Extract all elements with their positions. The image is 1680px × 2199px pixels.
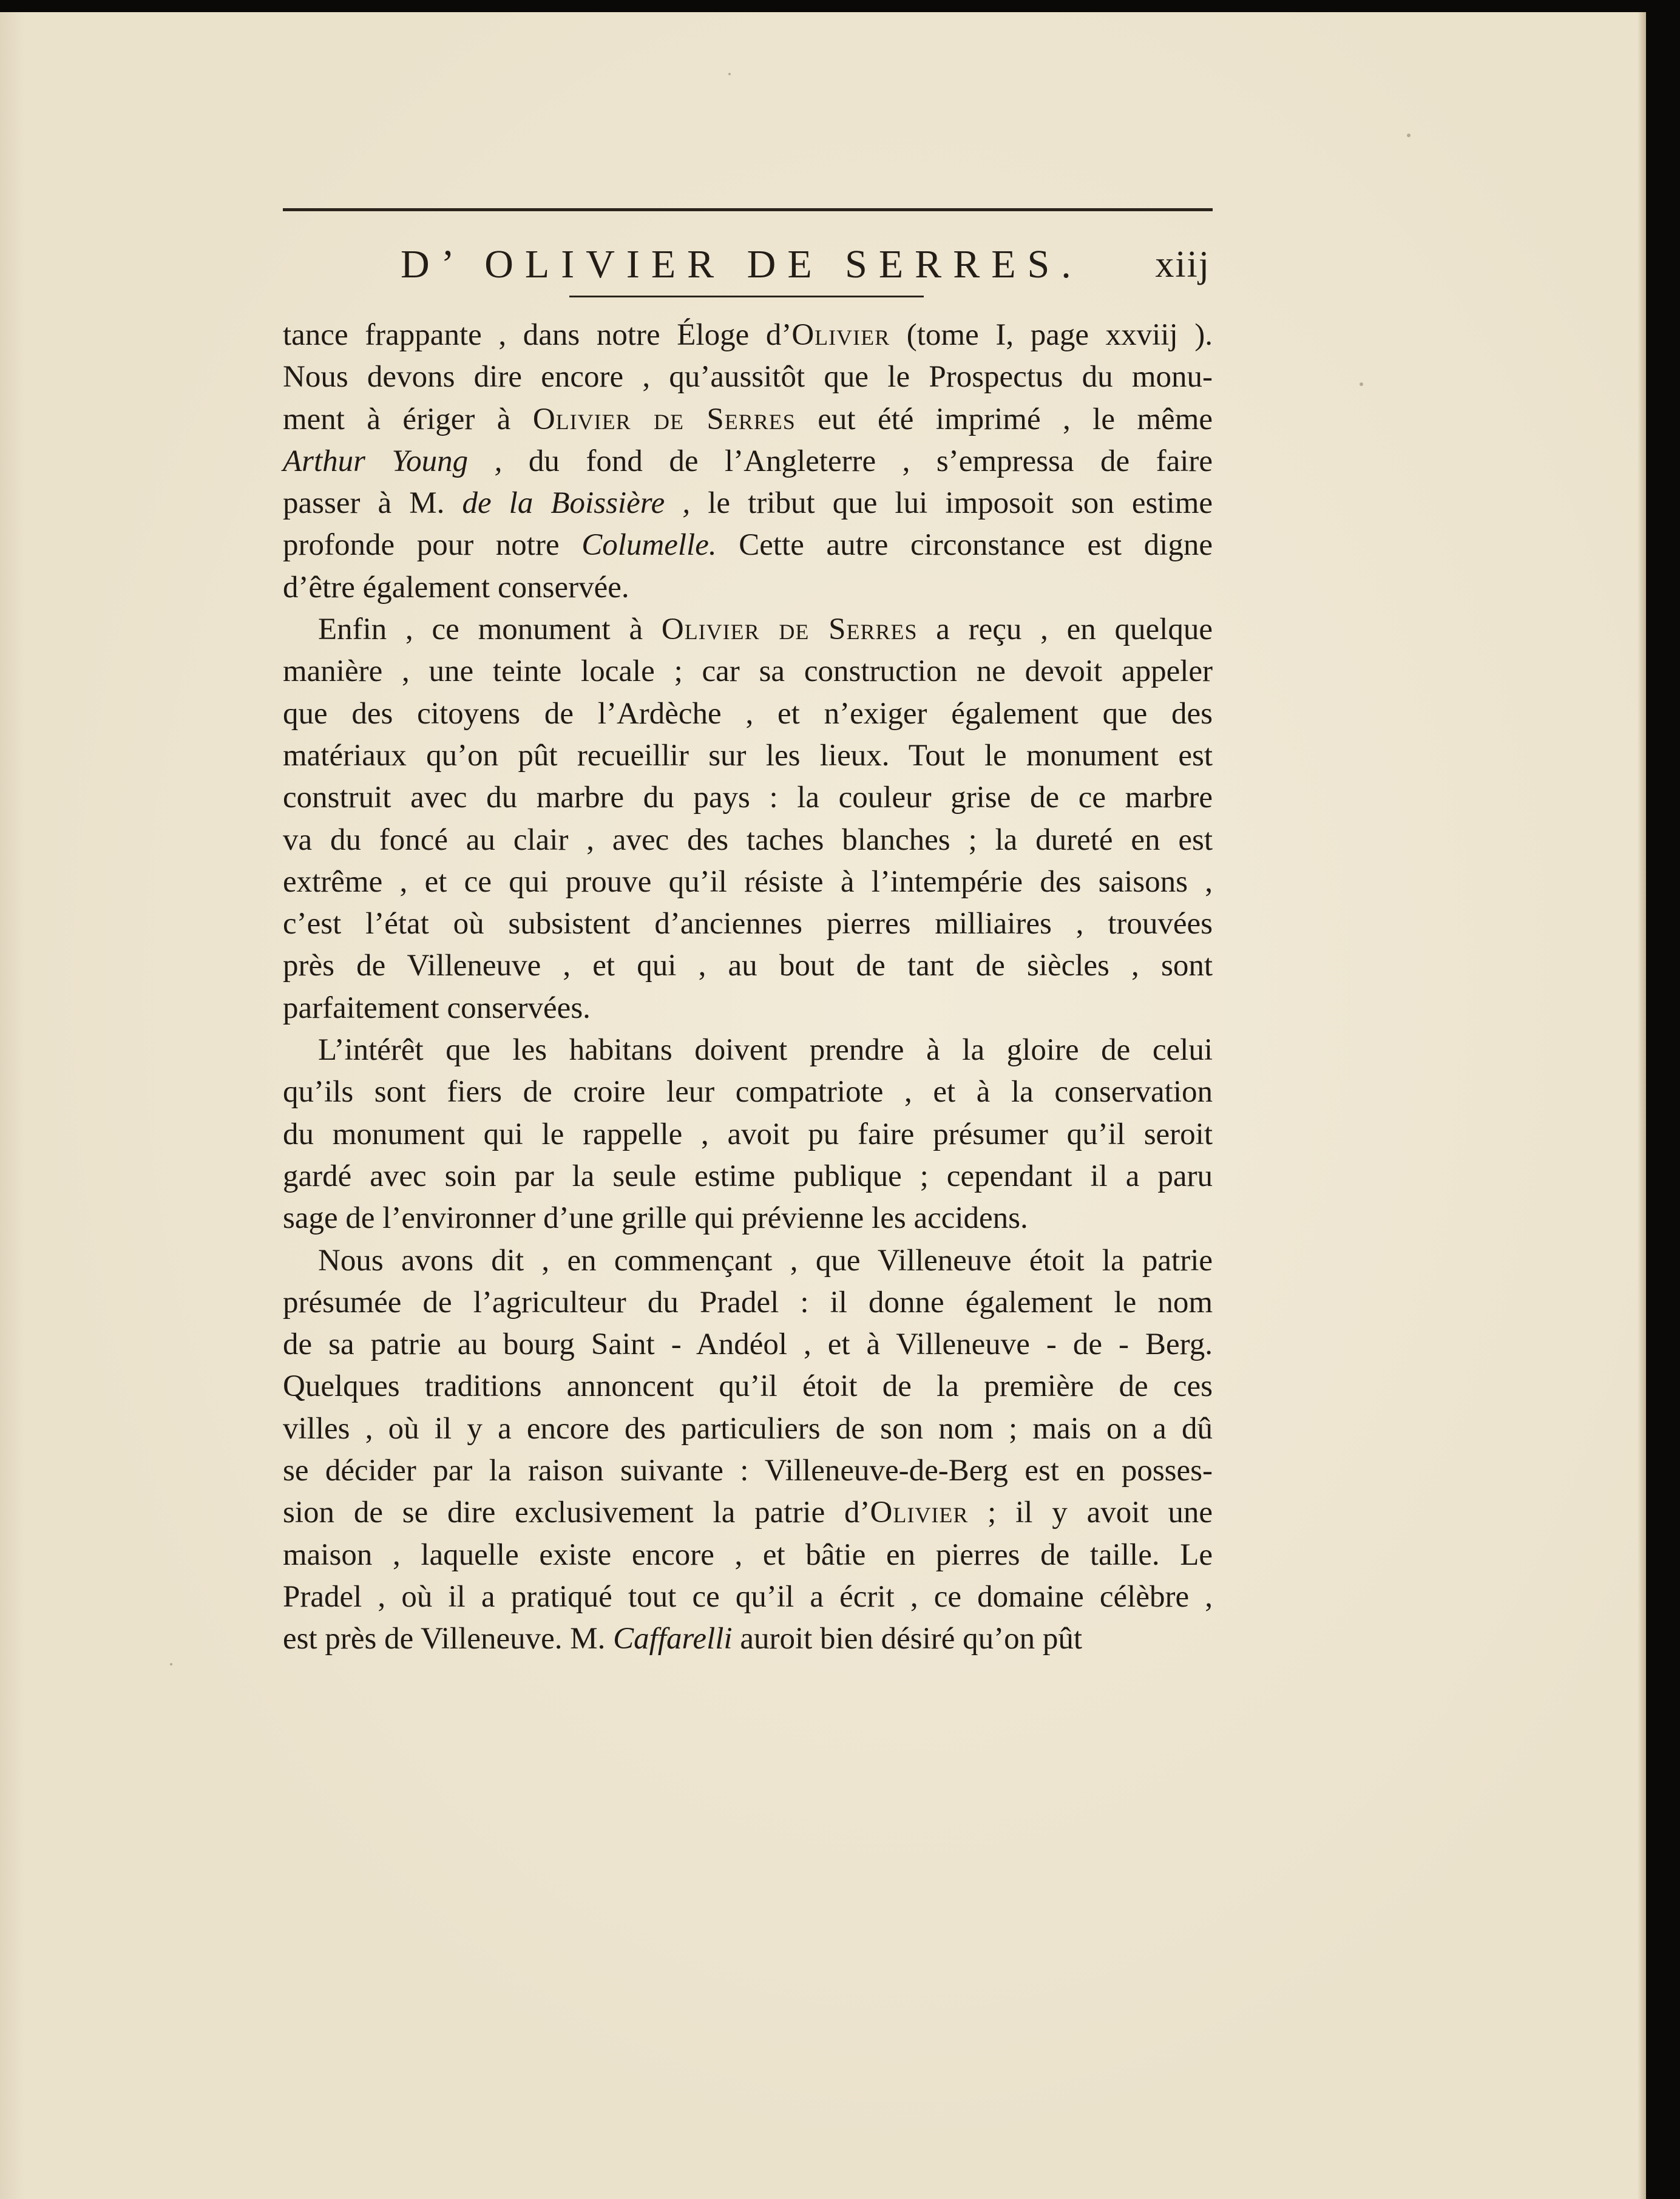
text-run: auroit bien désiré qu’on pût xyxy=(732,1622,1083,1656)
text-run: Nous avons dit , en commençant , que Villeneuve étoit la patrie xyxy=(318,1243,1213,1278)
text-line xyxy=(283,314,1213,356)
text-line xyxy=(283,1366,1213,1408)
text-line xyxy=(283,483,1213,524)
text-line xyxy=(283,1450,1213,1492)
text-run: gardé avec soin par la seule estime publique ; cependant il a paru xyxy=(283,1159,1213,1193)
text-run: ; il y avoit une xyxy=(968,1496,1213,1530)
text-run: passer à M. xyxy=(283,486,462,521)
text-line xyxy=(283,1618,1213,1660)
text-line xyxy=(283,1576,1213,1618)
paragraph xyxy=(283,314,1213,609)
text-line xyxy=(283,777,1213,819)
running-head xyxy=(283,235,1213,294)
paper-speck xyxy=(1360,382,1363,386)
text-run: se décider par la raison suivante : Villeneuve-de-Berg est en posses- xyxy=(283,1454,1213,1488)
text-run: L’intérêt que les habitans doivent prendre à la gloire de celui xyxy=(318,1033,1213,1068)
text-run: présumée de l’agriculteur du Pradel : il donne également le nom xyxy=(283,1285,1213,1320)
text-run: va du foncé au clair , avec des taches blanches ; la dureté en est xyxy=(283,822,1213,857)
text-run: Quelques traditions annoncent qu’il étoit de la première de ces xyxy=(283,1369,1213,1404)
text-line xyxy=(283,609,1213,651)
text-line xyxy=(283,735,1213,777)
text-line xyxy=(283,567,1213,609)
text-run: (tome I, page xxviij ). xyxy=(890,318,1213,352)
paper-speck xyxy=(728,73,731,75)
small-caps-name: Olivier de Serres xyxy=(661,612,918,647)
body-text xyxy=(283,314,1213,1661)
small-caps-name: Olivier xyxy=(870,1496,969,1530)
text-run: tance frappante , dans notre Éloge d’ xyxy=(283,318,792,352)
italic-text: Caffarelli xyxy=(613,1622,733,1656)
text-line xyxy=(283,356,1213,398)
text-line xyxy=(283,1240,1213,1282)
italic-text: Arthur Young , xyxy=(283,444,503,478)
text-run: que des citoyens de l’Ardèche , et n’exiger également que des xyxy=(283,696,1213,731)
text-run: Nous devons dire encore , qu’aussitôt que le Prospectus du monu- xyxy=(283,360,1213,395)
text-line xyxy=(283,1071,1213,1113)
text-run: sion de se dire exclusivement la patrie d’ xyxy=(283,1496,870,1530)
text-run: qu’ils sont fiers de croire leur compatriote , et à la conservation xyxy=(283,1075,1213,1110)
text-line xyxy=(283,988,1213,1029)
text-line xyxy=(283,1198,1213,1239)
header-rule-short xyxy=(569,296,924,297)
paragraph xyxy=(283,609,1213,1029)
paragraph xyxy=(283,1240,1213,1661)
text-run: du monument qui le rappelle , avoit pu faire présumer qu’il seroit xyxy=(283,1117,1213,1151)
running-title: D’ OLIVIER DE SERRES. xyxy=(401,242,1083,286)
text-line xyxy=(283,1492,1213,1534)
text-run: eut été imprimé , le même xyxy=(795,402,1213,436)
text-line xyxy=(283,693,1213,735)
text-run: parfaitement conservées. xyxy=(283,991,591,1025)
italic-text: Columelle. xyxy=(581,528,717,563)
text-line xyxy=(283,1156,1213,1198)
text-run: construit avec du marbre du pays : la couleur grise de ce marbre xyxy=(283,781,1213,815)
text-line xyxy=(283,399,1213,441)
text-run: c’est l’état où subsistent d’anciennes pierres milliaires , trouvées xyxy=(283,907,1213,941)
text-run: Enfin , ce monument à xyxy=(318,612,662,647)
small-caps-name: Olivier de Serres xyxy=(532,402,796,436)
text-run: sage de l’environner d’une grille qui prévienne les accidens. xyxy=(283,1201,1028,1236)
paper-speck xyxy=(1407,134,1411,137)
text-run: ment à ériger à xyxy=(283,402,533,436)
text-run: d’être également conservée. xyxy=(283,570,629,605)
text-line xyxy=(283,1408,1213,1450)
text-run: le tribut que lui imposoit son estime xyxy=(690,486,1213,521)
text-line xyxy=(283,819,1213,861)
text-run: est près de Villeneuve. M. xyxy=(283,1622,614,1656)
text-run: manière , une teinte locale ; car sa construction ne devoit appeler xyxy=(283,654,1213,689)
text-line xyxy=(283,903,1213,945)
text-run: profonde pour notre xyxy=(283,528,582,563)
text-run: près de Villeneuve , et qui , au bout de tant de siècles , sont xyxy=(283,949,1213,983)
text-run: matériaux qu’on pût recueillir sur les lieux. Tout le monument est xyxy=(283,738,1213,773)
italic-text: de la Boissière , xyxy=(462,486,691,521)
text-run: Pradel , où il a pratiqué tout ce qu’il a écrit , ce domaine célèbre , xyxy=(283,1579,1213,1614)
text-line xyxy=(283,1029,1213,1071)
text-run: du fond de l’Angleterre , s’empressa de faire xyxy=(502,444,1213,478)
text-run: maison , laquelle existe encore , et bâtie en pierres de taille. Le xyxy=(283,1537,1213,1572)
text-run: Cette autre circonstance est digne xyxy=(716,528,1213,563)
text-line xyxy=(283,945,1213,987)
header-rule-top xyxy=(283,208,1213,211)
text-line xyxy=(283,861,1213,903)
text-run: de sa patrie au bourg Saint - Andéol , et à Villeneuve - de - Berg. xyxy=(283,1327,1213,1362)
text-run: a reçu , en quelque xyxy=(917,612,1213,647)
text-line xyxy=(283,651,1213,693)
page-number: xiij xyxy=(1155,244,1210,285)
text-run: extrême , et ce qui prouve qu’il résiste à l’intempérie des saisons , xyxy=(283,864,1213,899)
text-line xyxy=(283,1282,1213,1324)
paragraph xyxy=(283,1029,1213,1239)
text-line xyxy=(283,524,1213,566)
text-line xyxy=(283,1114,1213,1156)
text-line xyxy=(283,1324,1213,1366)
paper-speck xyxy=(170,1663,172,1665)
small-caps-name: Olivier xyxy=(791,318,890,352)
text-line xyxy=(283,1534,1213,1576)
text-run: villes , où il y a encore des particuliers de son nom ; mais on a dû xyxy=(283,1411,1213,1446)
text-line xyxy=(283,441,1213,483)
